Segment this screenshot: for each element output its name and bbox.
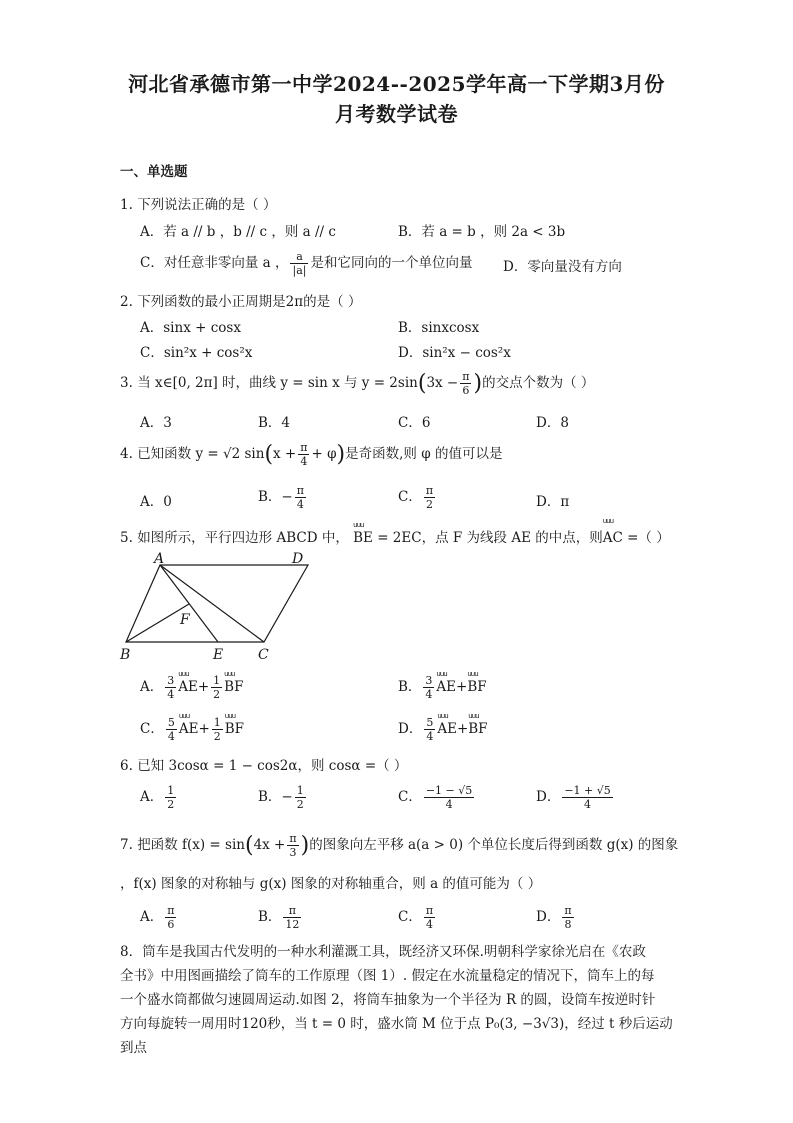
q5-option-a: A． $\frac{3}{4}$ uuu AE+ $\frac{1}{2}$ uuu BF: [140, 674, 243, 701]
label-c: C: [258, 647, 269, 662]
question-6: 6. 已知 3cosα = 1 − cos2α，则 cosα =（ ）: [120, 758, 408, 774]
q5-option-c: C． $\frac{5}{4}$ uuu AE+ $\frac{1}{2}$ uuu BF: [140, 716, 244, 743]
q3-option-d: D．8: [536, 415, 569, 431]
q2-option-d: D．sin²x − cos²x: [398, 345, 511, 361]
label-a: A: [154, 552, 165, 567]
question-3: 3. 当 x∈[0, 2π] 时，曲线 y = sin x 与 y = 2sin(3x − $\frac{\pi}{6}$ )的交点个数为（ ）: [120, 370, 595, 397]
q4-option-d: D．π: [536, 494, 570, 510]
q1-option-b: B．若 a = b ，则 2a < 3b: [398, 224, 566, 240]
exam-title-line1: 河北省承德市第一中学2024--2025学年高一下学期3月份: [128, 72, 665, 96]
question-8-line1: 8．筒车是我国古代发明的一种水利灌溉工具，既经济又环保.明朝科学家徐光启在《农政: [120, 944, 646, 960]
q5-option-b: B． $\frac{3}{4}$ uuu AE+uuu BF: [398, 674, 487, 701]
q3-option-a: A．3: [140, 415, 172, 431]
section-heading: 一、单选题: [120, 164, 188, 180]
q4-option-a: A．0: [140, 494, 172, 510]
q3-option-b: B．4: [258, 415, 291, 431]
label-d: D: [292, 552, 304, 567]
q6-option-c: C． $\frac{-1 - √5}{4}$: [398, 784, 473, 811]
q7-option-d: D． $\frac{\pi}{8}$: [536, 904, 572, 931]
question-7: 7. 把函数 f(x) = sin(4x + $\frac{\pi}{3}$ )的图象向左平移 a(a > 0) 个单位长度后得到函数 g(x) 的图象: [120, 832, 679, 859]
q2-option-b: B．sinxcosx: [398, 320, 480, 336]
q2-option-c: C．sin²x + cos²x: [140, 345, 253, 361]
label-e: E: [213, 647, 224, 662]
question-1-stem: 下列说法正确的是（ ）: [137, 197, 277, 213]
question-8-line4: 方向每旋转一周用时120秒，当 t = 0 时，盛水筒 M 位于点 P₀(3, −3√3)，经过 t 秒后运动到点: [120, 1016, 673, 1056]
question-5: 5. 如图所示，平行四边形 ABCD 中， uuu BE = 2EC，点 F 为线段 AE 的中点，则uuu AC =（ ）: [120, 526, 670, 546]
q2-option-a: A．sinx + cosx: [140, 320, 241, 336]
question-2: 2. 下列函数的最小正周期是2π的是（ ）: [120, 294, 362, 310]
diagonal-ac: [160, 565, 264, 642]
question-2-stem: 下列函数的最小正周期是2π的是（ ）: [137, 294, 362, 310]
question-8-line2: 全书》中用图画描绘了筒车的工作原理（图 1）. 假定在水流量稳定的情况下，筒车上的每: [120, 968, 655, 984]
q6-option-a: A． $\frac{1}{2}$: [140, 784, 175, 811]
q7-option-c: C． $\frac{\pi}{4}$: [398, 904, 434, 931]
question-4: 4. 已知函数 y = √2 sin(x + $\frac{\pi}{4}$ + φ)是奇函数,则 φ 的值可以是: [120, 441, 503, 468]
q4-option-c: C． $\frac{\pi}{2}$: [398, 484, 434, 511]
q4-option-b: B．− $\frac{\pi}{4}$: [258, 484, 304, 511]
parallelogram-figure: [112, 552, 322, 662]
q7-option-b: B． $\frac{\pi}{12}$: [258, 904, 300, 931]
q5-option-d: D． $\frac{5}{4}$ uuu AE+uuu BF: [398, 716, 488, 743]
q1-option-a: A．若 a // b ，b // c ，则 a // c: [140, 224, 336, 240]
question-1: 1. 下列说法正确的是（ ）: [120, 197, 277, 213]
q6-option-d: D． $\frac{-1 + √5}{4}$: [536, 784, 611, 811]
unit-vector-fraction: $\frac{a}{|a|}$: [292, 250, 307, 277]
question-8-line3: 一个盛水筒都做匀速圆周运动.如图 2，将筒车抽象为一个半径为 R 的圆，设筒车按逆时针: [120, 992, 656, 1008]
segment-ae: [160, 565, 218, 642]
label-b: B: [120, 647, 131, 662]
question-7-line2: ，f(x) 图象的对称轴与 g(x) 图象的对称轴重合，则 a 的值可能为（ ）: [120, 876, 542, 892]
q7-option-a: A． $\frac{\pi}{6}$: [140, 904, 175, 931]
q3-option-c: C．6: [398, 415, 431, 431]
q6-option-b: B．− $\frac{1}{2}$: [258, 784, 304, 811]
parallelogram-abcd: [126, 565, 308, 642]
q1-option-d: D．零向量没有方向: [503, 259, 622, 275]
question-8: [120, 940, 680, 1060]
exam-title-line2: 月考数学试卷: [335, 102, 458, 126]
label-f: F: [180, 612, 190, 628]
q1-option-c: C．对任意非零向量 a ， $\frac{a}{|a|}$ 是和它同向的一个单位向量: [140, 250, 473, 277]
